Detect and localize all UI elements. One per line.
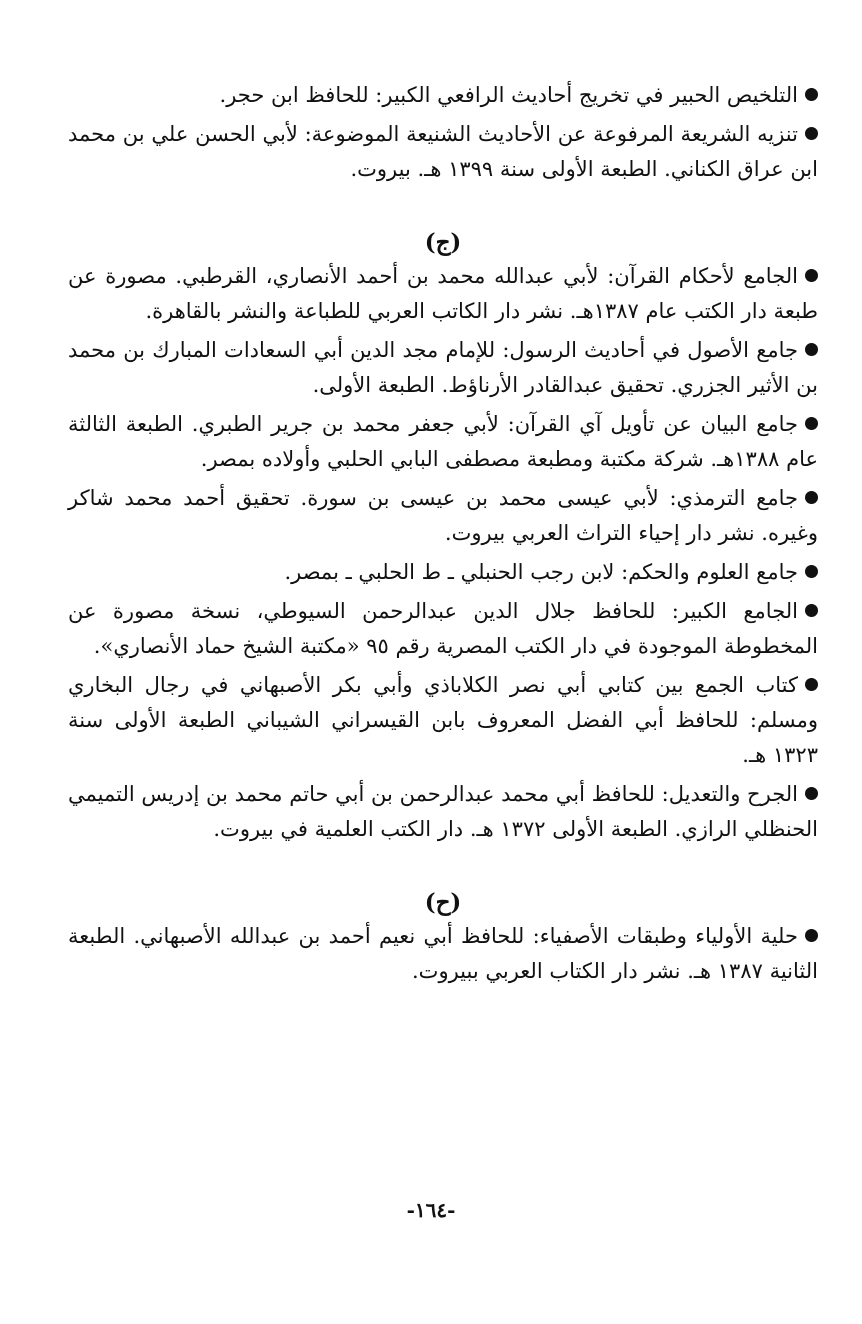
bullet-dot-icon: [805, 127, 818, 140]
entry-text: الجرح والتعديل: للحافظ أبي محمد عبدالرحمن بن أبي حاتم محمد بن إدريس التميمي الحنظلي الرازي. الطبعة الأولى ١٣٧٢ هـ. دار الكتب العلمية في بيروت.: [68, 782, 818, 841]
bibliography-entry: [68, 78, 818, 113]
bibliography-entry: [68, 668, 818, 773]
bullet-dot-icon: [805, 678, 818, 691]
entry-text: الجامع لأحكام القرآن: لأبي عبدالله محمد بن أحمد الأنصاري، القرطبي. مصورة عن طبعة دار الكتب عام ١٣٨٧هـ. نشر دار الكاتب العربي للطباعة والنشر بالقاهرة.: [68, 264, 818, 323]
entry-text: التلخيص الحبير في تخريج أحاديث الرافعي الكبير: للحافظ ابن حجر.: [219, 83, 798, 107]
bibliography-entry: [68, 919, 818, 989]
entry-text: جامع العلوم والحكم: لابن رجب الحنبلي ـ ط الحلبي ـ بمصر.: [284, 560, 798, 584]
bibliography-entry: [68, 117, 818, 187]
entry-text: حلية الأولياء وطبقات الأصفياء: للحافظ أبي نعيم أحمد بن عبدالله الأصبهاني. الطبعة الثانية ١٣٨٧ هـ. نشر دار الكتاب العربي ببيروت.: [68, 924, 818, 983]
bibliography-entry: [68, 481, 818, 551]
bibliography-entry: [68, 407, 818, 477]
entry-text: تنزيه الشريعة المرفوعة عن الأحاديث الشنيعة الموضوعة: لأبي الحسن علي بن محمد ابن عراق الكناني. الطبعة الأولى سنة ١٣٩٩ هـ. بيروت.: [68, 122, 818, 181]
bibliography-entry: [68, 555, 818, 590]
entry-text: كتاب الجمع بين كتابي أبي نصر الكلاباذي وأبي بكر الأصبهاني في رجال البخاري ومسلم: للحافظ أبي الفضل المعروف بابن القيسراني الشيباني الطبعة الأولى سنة ١٣٢٣ هـ.: [68, 673, 818, 767]
entry-text: جامع الترمذي: لأبي عيسى محمد بن عيسى بن سورة. تحقيق أحمد محمد شاكر وغيره. نشر دار إحياء التراث العربي بيروت.: [68, 486, 818, 545]
bibliography-entry: [68, 333, 818, 403]
bullet-dot-icon: [805, 787, 818, 800]
bullet-dot-icon: [805, 604, 818, 617]
bullet-dot-icon: [805, 269, 818, 282]
bullet-dot-icon: [805, 929, 818, 942]
bullet-dot-icon: [805, 565, 818, 578]
bibliography-entry: [68, 259, 818, 329]
entry-text: جامع البيان عن تأويل آي القرآن: لأبي جعفر محمد بن جرير الطبري. الطبعة الثالثة عام ١٣٨٨هـ. شركة مكتبة ومطبعة مصطفى البابي الحلبي وأولاده بمصر.: [68, 412, 818, 471]
bullet-dot-icon: [805, 343, 818, 356]
bibliography-entry: [68, 594, 818, 664]
entry-text: الجامع الكبير: للحافظ جلال الدين عبدالرحمن السيوطي، نسخة مصورة عن المخطوطة الموجودة في دار الكتب المصرية رقم ٩٥ «مكتبة الشيخ حماد الأنصاري».: [68, 599, 818, 658]
bullet-dot-icon: [805, 417, 818, 430]
bullet-dot-icon: [805, 491, 818, 504]
page-number: -١٦٤-: [406, 1198, 456, 1222]
section-heading-ha: (ح): [424, 889, 462, 916]
entry-text: جامع الأصول في أحاديث الرسول: للإمام مجد الدين أبي السعادات المبارك بن محمد بن الأثير الجزري. تحقيق عبدالقادر الأرناؤط. الطبعة الأولى.: [68, 338, 818, 397]
bibliography-entry: [68, 777, 818, 847]
bullet-dot-icon: [805, 88, 818, 101]
section-heading-jim: (ج): [424, 229, 462, 256]
